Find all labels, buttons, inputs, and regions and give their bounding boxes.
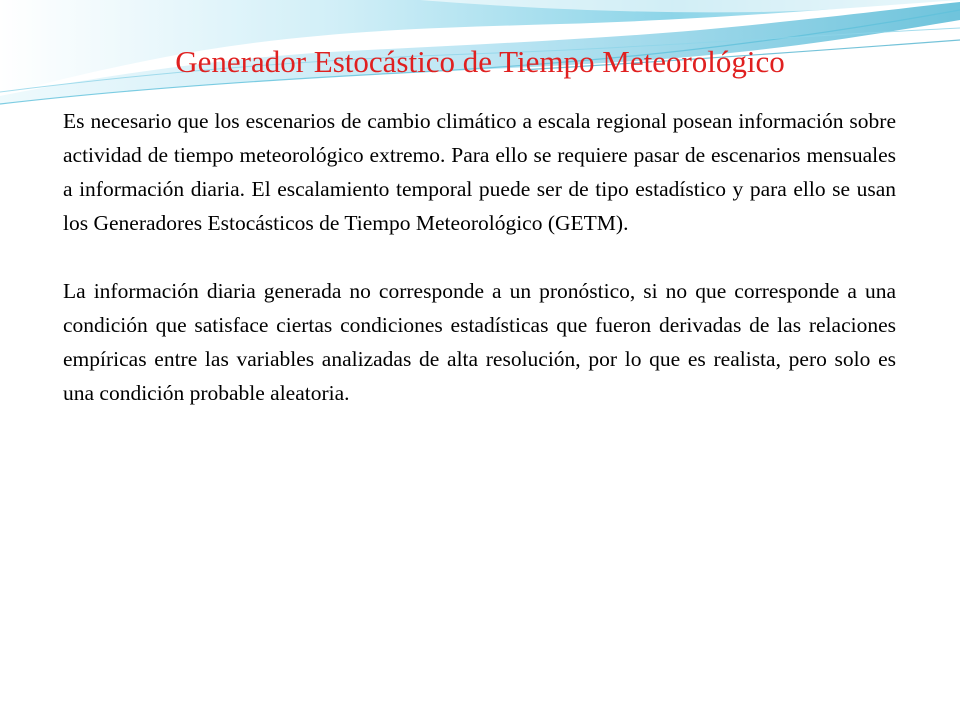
body-paragraph-2: La información diaria generada no corresponde a un pronóstico, si no que corresponde a una condición que satisface ciertas condiciones estadísticas que fueron derivadas de las relaciones empíricas entre las variables analizadas de alta resolución, por lo que es realista, pero solo es una condición probable aleatoria. [63,279,896,405]
slide-title: Generador Estocástico de Tiempo Meteorológico [175,44,785,79]
slide-body [63,104,896,410]
body-paragraph-1: Es necesario que los escenarios de cambio climático a escala regional posean información sobre actividad de tiempo meteorológico extremo. Para ello se requiere pasar de escenarios mensuales a información diaria. El escalamiento temporal puede ser de tipo estadístico y para ello se usan los Generadores Estocásticos de Tiempo Meteorológico (GETM). [63,109,896,235]
